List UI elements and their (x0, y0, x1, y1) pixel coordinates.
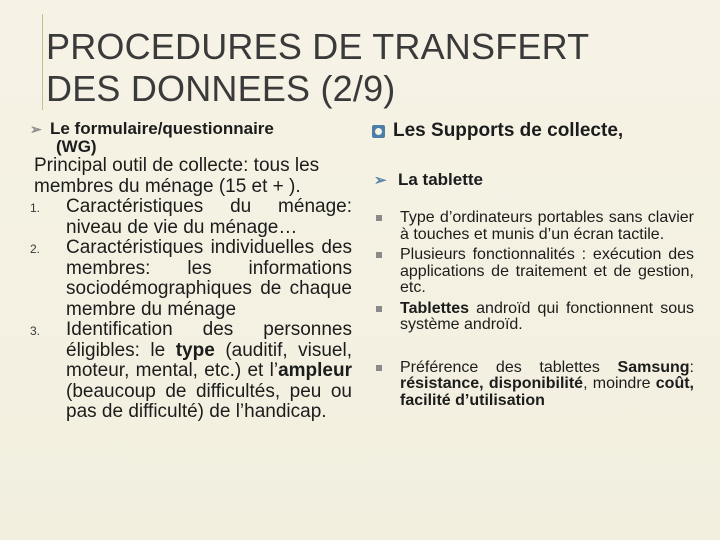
bullet-text: Plusieurs fonctionnalités : exécution des applications de traitement et de gestion, etc. (400, 246, 694, 296)
right-heading (370, 120, 694, 142)
item-number: 1. (30, 201, 41, 215)
list-item (370, 247, 694, 297)
left-lead-line2: (WG) (56, 137, 97, 156)
list-item (30, 197, 352, 238)
checkbox-bullet-icon (372, 125, 385, 138)
slide-title (46, 26, 686, 110)
right-column (370, 120, 694, 409)
list-item (30, 320, 352, 423)
arrow-bullet-icon: ➢ (30, 121, 42, 137)
item-number: 3. (30, 324, 41, 338)
bullet-text-c: , moindre (583, 375, 656, 392)
item-text-bold-type: type (175, 339, 215, 361)
list-item (370, 301, 694, 334)
item-text-bold-ampleur: ampleur (278, 360, 352, 381)
item-number: 2. (30, 242, 41, 256)
list-item (30, 238, 352, 320)
square-bullet-icon (376, 365, 382, 371)
item-text-e: (beaucoup de difficultés, peu ou pas de difficulté) de l’handicap. (66, 380, 352, 422)
right-subheading-text: La tablette (398, 170, 484, 189)
item-text: Caractéristiques individuelles des membres: les informations sociodémographiques de chaque membre du ménage (66, 237, 352, 320)
list-item (370, 210, 694, 243)
left-intro-text: Principal outil de collecte: tous les membres du ménage (15 et + ). (34, 155, 320, 197)
square-bullet-icon (376, 215, 382, 221)
left-lead (30, 120, 352, 138)
bullet-text-b: : (689, 358, 694, 376)
bullet-text: Type d’ordinateurs portables sans clavier à touches et munis d’un écran tactile. (400, 209, 694, 243)
right-heading-text: Les Supports de collecte, (393, 120, 624, 141)
bullet-bold: Tablettes (400, 299, 470, 317)
item-text-c: (auditif, visuel, moteur, mental, etc.) et l’ (66, 339, 352, 381)
bullet-bold-resistance: résistance, disponibilité (400, 375, 584, 392)
left-intro (30, 156, 352, 197)
square-bullet-icon (376, 252, 382, 258)
right-subheading (370, 170, 694, 190)
bullet-bold-cout: coût, facilité d’utilisation (400, 375, 694, 409)
item-text-a: Identification des personnes éligibles: le (66, 319, 352, 361)
left-column (30, 120, 352, 423)
right-bullets (370, 210, 694, 409)
title-line-2: DES DONNEES (2/9) (46, 68, 396, 109)
arrow-bullet-icon: ➢ (374, 172, 387, 189)
bullet-bold-samsung: Samsung (617, 358, 690, 376)
bullet-text: Préférence des tablettes (400, 358, 618, 376)
bullet-text: androïd qui fonctionnent sous système androïd. (400, 299, 694, 333)
title-line-1: PROCEDURES DE TRANSFERT (46, 26, 590, 67)
left-lead-line1: Le formulaire/questionnaire (50, 119, 274, 138)
list-item (370, 360, 694, 410)
title-rule (42, 14, 43, 110)
square-bullet-icon (376, 306, 382, 312)
item-text: Caractéristiques du ménage: niveau de vie du ménage… (66, 196, 352, 238)
